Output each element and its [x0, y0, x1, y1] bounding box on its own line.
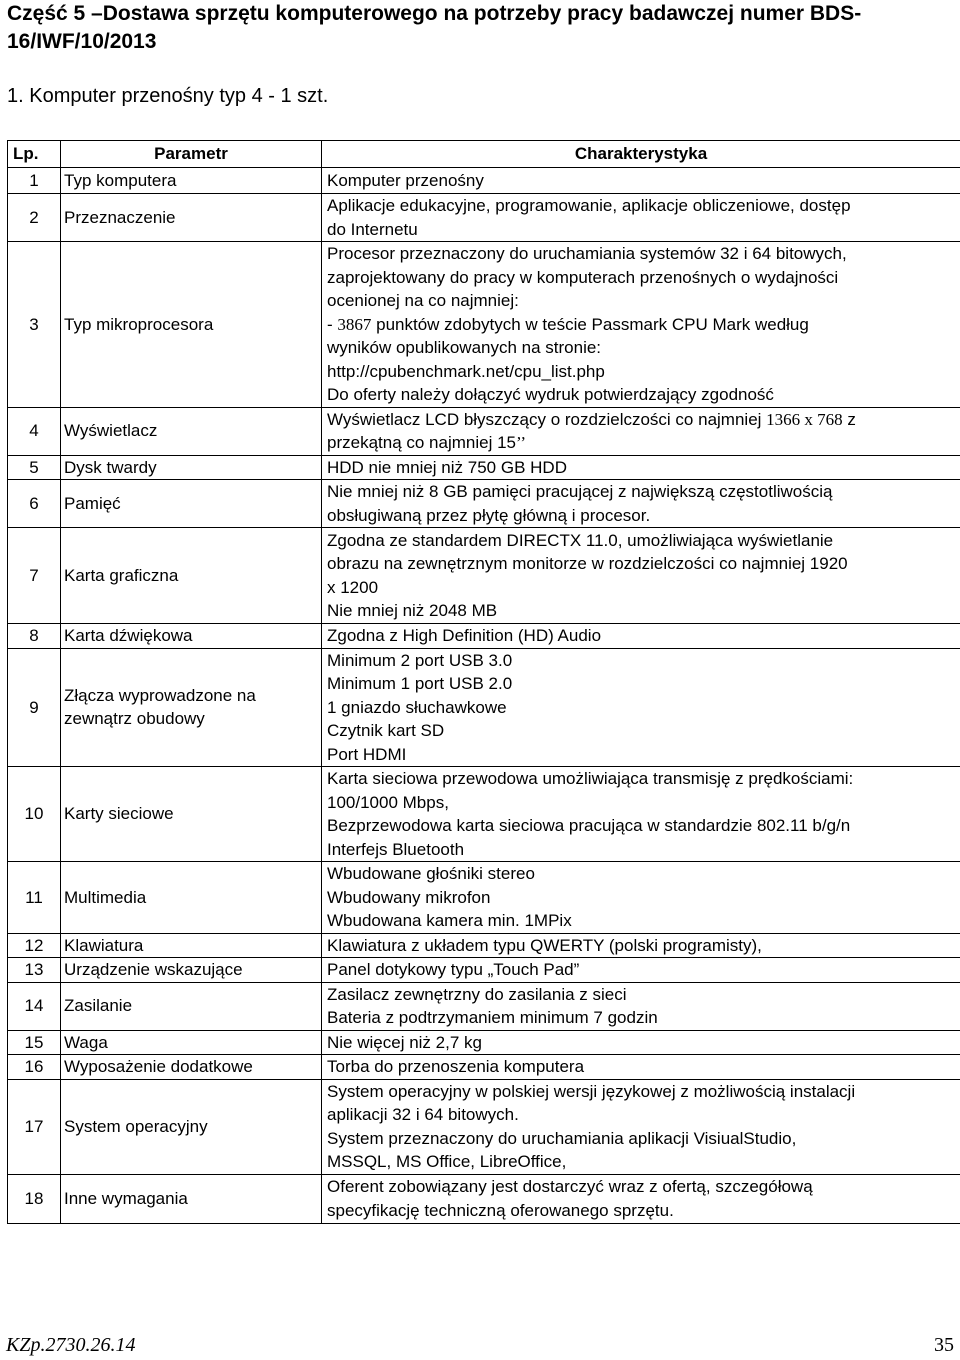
characteristic-line: do Internetu [327, 219, 418, 239]
characteristic-cell [322, 168, 960, 194]
row-number: 5 [8, 455, 61, 480]
row-number: 16 [8, 1055, 61, 1080]
characteristic-cell [322, 767, 960, 862]
table-row [8, 242, 960, 408]
table-row [8, 168, 960, 194]
document-code: KZp.2730.26.14 [6, 1334, 136, 1356]
characteristic-line: Zgodna ze standardem DIRECTX 11.0, umożliwiająca wyświetlanie [327, 530, 834, 550]
text-segment: Wyświetlacz LCD błyszczący o rozdzielczości co najmniej [327, 409, 767, 429]
row-number: 1 [8, 168, 61, 194]
characteristic-line: Zasilacz zewnętrzny do zasilania z sieci [327, 984, 627, 1004]
parameter-cell: Wyposażenie dodatkowe [61, 1055, 322, 1080]
characteristic-line: Bezprzewodowa karta sieciowa pracująca w standardzie 802.11 b/g/n [327, 816, 851, 835]
characteristic-line [327, 431, 958, 455]
characteristic-cell [322, 624, 960, 649]
characteristic-line: MSSQL, MS Office, LibreOffice, [327, 1152, 567, 1171]
characteristic-cell [322, 982, 960, 1030]
spec-table-body [8, 168, 960, 1224]
parameter-cell: Karta dźwiękowa [61, 624, 322, 649]
characteristic-cell [322, 958, 960, 983]
characteristic-cell [322, 862, 960, 934]
parameter-cell: Złącza wyprowadzone na zewnątrz obudowy [61, 648, 322, 767]
page-number: 35 [934, 1334, 954, 1356]
characteristic-line: Minimum 2 port USB 3.0 [327, 650, 513, 670]
characteristic-line: Wbudowane głośniki stereo [327, 864, 535, 883]
parameter-cell: Inne wymagania [61, 1174, 322, 1223]
parameter-cell: Przeznaczenie [61, 194, 322, 242]
parameter-cell: Typ komputera [61, 168, 322, 194]
characteristic-cell [322, 242, 960, 408]
row-number: 15 [8, 1030, 61, 1055]
row-number: 11 [8, 862, 61, 934]
row-number: 10 [8, 767, 61, 862]
characteristic-line: Zgodna z High Definition (HD) Audio [327, 626, 602, 645]
characteristic-line: Wbudowana kamera min. 1MPix [327, 911, 572, 930]
characteristic-cell [322, 648, 960, 767]
characteristic-cell [322, 455, 960, 480]
parameter-cell: Karta graficzna [61, 528, 322, 624]
characteristic-line: obrazu na zewnętrznym monitorze w rozdzielczości co najmniej 1920 [327, 554, 848, 573]
table-row [8, 480, 960, 528]
row-number: 18 [8, 1174, 61, 1223]
table-row [8, 958, 960, 983]
parameter-cell: Dysk twardy [61, 455, 322, 480]
table-row [8, 1079, 960, 1174]
characteristic-cell [322, 1079, 960, 1174]
table-row [8, 648, 960, 767]
characteristic-cell [322, 407, 960, 455]
text-segment: - [327, 314, 338, 334]
characteristic-line: 100/1000 Mbps, [327, 792, 449, 812]
section-subtitle: 1. Komputer przenośny typ 4 - 1 szt. [7, 85, 329, 107]
text-segment: punktów zdobytych w teście Passmark CPU Mark według [371, 314, 809, 334]
parameter-cell: Urządzenie wskazujące [61, 958, 322, 983]
characteristic-line: x 1200 [327, 577, 379, 597]
table-row [8, 982, 960, 1030]
parameter-cell: Typ mikroprocesora [61, 242, 322, 408]
column-header-parametr: Parametr [61, 141, 322, 168]
parameter-cell: Pamięć [61, 480, 322, 528]
characteristic-cell [322, 933, 960, 958]
characteristic-line: Panel dotykowy typu „Touch Pad” [327, 960, 580, 979]
characteristic-line [327, 408, 958, 432]
row-number: 12 [8, 933, 61, 958]
parameter-cell: Klawiatura [61, 933, 322, 958]
table-row [8, 1055, 960, 1080]
characteristic-line: ocenionej na co najmniej: [327, 291, 519, 310]
characteristic-line: wyników opublikowanych na stronie: [327, 338, 602, 357]
characteristic-cell [322, 1030, 960, 1055]
characteristic-line: Wbudowany mikrofon [327, 887, 491, 907]
row-number: 4 [8, 407, 61, 455]
table-row [8, 407, 960, 455]
table-row [8, 528, 960, 624]
parameter-cell: Waga [61, 1030, 322, 1055]
text-segment: z [842, 409, 856, 429]
row-number: 2 [8, 194, 61, 242]
text-segment: przekątną co najmniej 15 [327, 433, 517, 452]
characteristic-line: Nie mniej niż 2048 MB [327, 601, 498, 620]
table-row [8, 767, 960, 862]
characteristic-line: zaprojektowany do pracy w komputerach przenośnych o wydajności [327, 267, 839, 287]
characteristic-line: Procesor przeznaczony do uruchamiania systemów 32 i 64 bitowych, [327, 244, 847, 263]
characteristic-cell [322, 194, 960, 242]
spec-table [7, 140, 960, 1224]
characteristic-line: Interfejs Bluetooth [327, 839, 465, 859]
value-segment: ’’ [516, 433, 527, 452]
characteristic-line: Bateria z podtrzymaniem minimum 7 godzin [327, 1008, 658, 1027]
row-number: 8 [8, 624, 61, 649]
value-segment: 1366 x 768 [766, 409, 843, 429]
characteristic-cell [322, 1174, 960, 1223]
characteristic-line: Oferent zobowiązany jest dostarczyć wraz z ofertą, szczegółową [327, 1177, 813, 1196]
column-header-lp: Lp. [8, 141, 61, 168]
table-row [8, 1030, 960, 1055]
row-number: 17 [8, 1079, 61, 1174]
table-row [8, 455, 960, 480]
characteristic-line: 1 gniazdo słuchawkowe [327, 697, 507, 717]
row-number: 13 [8, 958, 61, 983]
characteristic-line: aplikacji 32 i 64 bitowych. [327, 1105, 519, 1124]
characteristic-line: System operacyjny w polskiej wersji językowej z możliwością instalacji [327, 1081, 856, 1101]
characteristic-line: Nie mniej niż 8 GB pamięci pracującej z największą częstotliwością [327, 482, 833, 501]
page-title: Część 5 –Dostawa sprzętu komputerowego na potrzeby pracy badawczej numer BDS-16/IWF/10/2013 [7, 2, 862, 53]
characteristic-line: Czytnik kart SD [327, 721, 445, 740]
parameter-cell: Karty sieciowe [61, 767, 322, 862]
characteristic-cell [322, 480, 960, 528]
table-header-row [8, 141, 960, 168]
row-number: 3 [8, 242, 61, 408]
row-number: 6 [8, 480, 61, 528]
column-header-charakterystyka: Charakterystyka [322, 141, 960, 168]
table-row [8, 1174, 960, 1223]
table-row [8, 194, 960, 242]
characteristic-line: Komputer przenośny [327, 170, 484, 190]
characteristic-line: Do oferty należy dołączyć wydruk potwierdzający zgodność [327, 385, 774, 404]
characteristic-line: Minimum 1 port USB 2.0 [327, 674, 513, 693]
characteristic-line: obsługiwaną przez płytę główną i procesor. [327, 505, 651, 525]
characteristic-line: Karta sieciowa przewodowa umożliwiająca transmisję z prędkościami: [327, 769, 854, 788]
value-segment: 3867 [337, 314, 372, 334]
characteristic-line: Torba do przenoszenia komputera [327, 1057, 585, 1076]
characteristic-line: System przeznaczony do uruchamiania aplikacji VisiualStudio, [327, 1128, 797, 1148]
characteristic-line: HDD nie mniej niż 750 GB HDD [327, 457, 567, 477]
characteristic-line: http://cpubenchmark.net/cpu_list.php [327, 361, 605, 381]
parameter-cell: System operacyjny [61, 1079, 322, 1174]
table-row [8, 624, 960, 649]
characteristic-line: specyfikację techniczną oferowanego sprzętu. [327, 1200, 674, 1220]
table-row [8, 933, 960, 958]
characteristic-line: Port HDMI [327, 744, 407, 764]
parameter-cell: Wyświetlacz [61, 407, 322, 455]
row-number: 14 [8, 982, 61, 1030]
characteristic-line [327, 313, 958, 337]
parameter-cell: Multimedia [61, 862, 322, 934]
table-row [8, 862, 960, 934]
row-number: 9 [8, 648, 61, 767]
characteristic-cell [322, 528, 960, 624]
characteristic-cell [322, 1055, 960, 1080]
characteristic-line: Aplikacje edukacyjne, programowanie, aplikacje obliczeniowe, dostęp [327, 196, 851, 215]
parameter-cell: Zasilanie [61, 982, 322, 1030]
row-number: 7 [8, 528, 61, 624]
characteristic-line: Nie więcej niż 2,7 kg [327, 1032, 482, 1052]
characteristic-line: Klawiatura z układem typu QWERTY (polski programisty), [327, 935, 762, 955]
